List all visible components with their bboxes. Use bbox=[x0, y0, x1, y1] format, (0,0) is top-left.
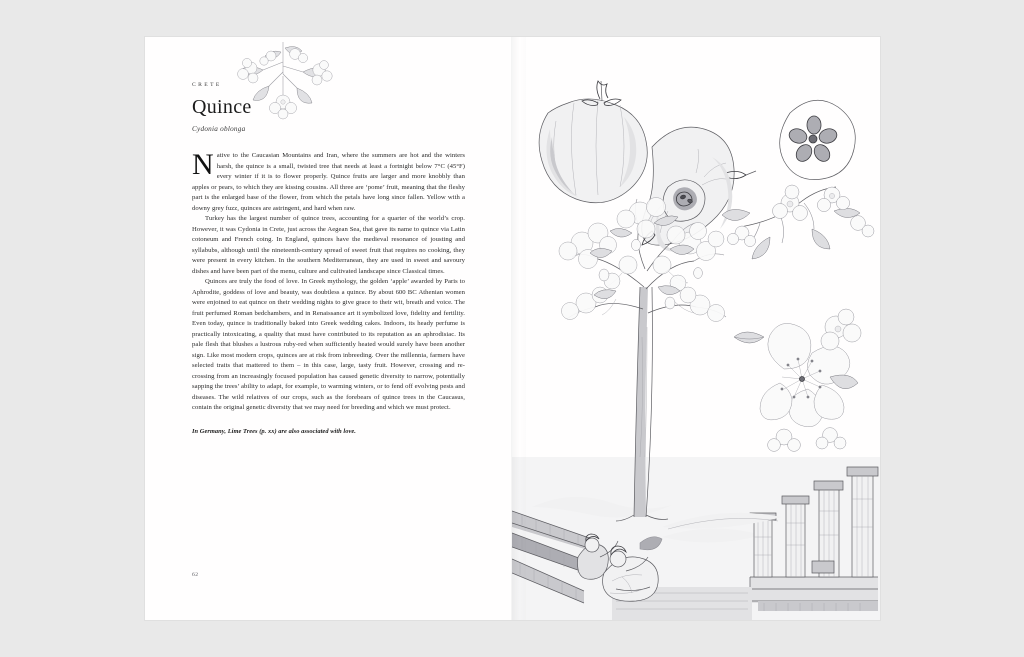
body-paragraph: Native to the Caucasian Mountains and Iran, where the summers are hot and the winters harsh, the quince is a small, twisted tree that needs at least a fortnight below 7°C (45°F) every winter if it is to flower properly. Quince fruits are larger and more knobbly than apples or pears, to which they are kissing cousins. All three are ‘pome’ fruit, meaning that the fleshy part is the enlarged base of the flower, from which the petals have long since fallen. Yellow with a downy grey fuzz, quinces are astringent, and hard when raw. bbox=[192, 148, 465, 212]
body-copy bbox=[192, 148, 465, 414]
text-column bbox=[192, 82, 465, 437]
region-label: CRETE bbox=[192, 82, 222, 88]
folio-page-number: 62 bbox=[192, 572, 199, 578]
page-title: Quince bbox=[192, 96, 252, 118]
binomial-name: Cydonia oblonga bbox=[192, 125, 246, 133]
right-page bbox=[512, 37, 880, 620]
cross-reference-note: In Germany, Lime Trees (p. xx) are also associated with love. bbox=[192, 427, 356, 435]
body-paragraph: Turkey has the largest number of quince trees, accounting for a quarter of the world’s crop. However, it was Cydonia in Crete, just across the Aegean Sea, that gave its name to quince via Latin cotoneum and French coing. In England, quinces have the medieval resonance of jousting and syllabubs, although until the nineteenth-century spread of sweet fruit that requires no cooking, they were present in every kitchen. In the southern Mediterranean, they are used in sweet and savoury dishes and have been part of the menu, culture and cultivated landscape since Classical times. bbox=[192, 215, 465, 275]
quince-botanical-plate bbox=[512, 37, 880, 620]
book-spread bbox=[145, 37, 880, 620]
left-page bbox=[145, 37, 512, 620]
body-paragraph: Quinces are truly the food of love. In Greek mythology, the golden ‘apple’ awarded by Paris to Aphrodite, goddess of love and beauty, was doubtless a quince. By about 600 BC Athenian women were enjoined to eat quince on their wedding nights to give grace to their wit, breath and voice. The fruit perfumed Roman bedchambers, and in Renaissance art it symbolized love, fidelity and fertility. Even today, quince is traditionally baked into Greek wedding cakes. Indoors, its heady perfume is practically intoxicating, a quality that must have contributed to its reputation as an aphrodisiac. Its pale flesh that blushes a lustrous ruby-red when sufficiently heated would surely have been another sign. Like most modern crops, quinces are at risk from inbreeding. Over the millennia, farmers have selected traits that mattered to them – in this case, large, tasty fruit. However, crossing and re-crossing from an increasingly focused population has caused genetic diversity to narrow, potentially sapping the trees’ ability to adapt, for example, to warming winters, or to fend off evolving pests and diseases. The wild relatives of our crops, such as the forebears of quince trees in the Caucasus, contain the original genetic diversity that we may need for breeding and which we must protect. bbox=[192, 278, 465, 412]
